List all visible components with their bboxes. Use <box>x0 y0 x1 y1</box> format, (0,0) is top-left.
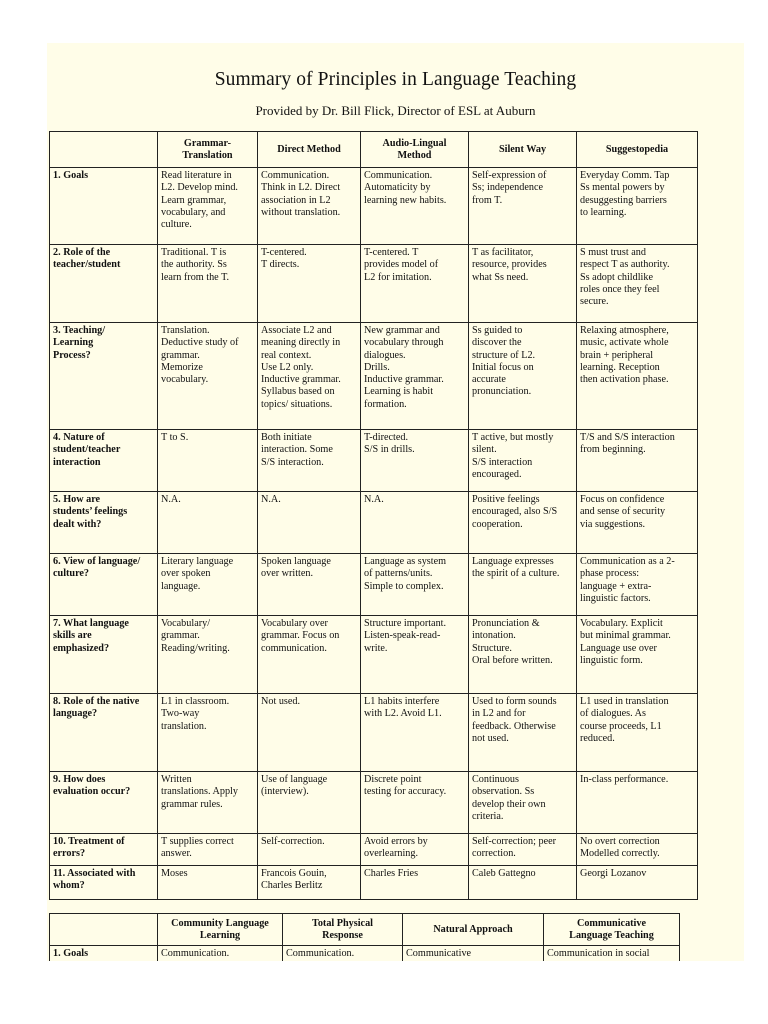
table-cell: Caleb Gattegno <box>469 866 577 900</box>
column-header: Direct Method <box>258 132 361 168</box>
table-row <box>50 554 698 616</box>
table-row <box>50 694 698 772</box>
table-row <box>50 772 698 834</box>
table-cell: T supplies correct answer. <box>158 834 258 866</box>
table-row <box>50 616 698 694</box>
table-cell: Communication. Think in L2. Direct association in L2 without translation. <box>258 168 361 245</box>
column-header: Natural Approach <box>403 914 544 946</box>
table-cell: Communication. Automaticity by learning new habits. <box>361 168 469 245</box>
table-row <box>50 946 680 962</box>
table-cell: Language as system of patterns/units. Simple to complex. <box>361 554 469 616</box>
table-cell: Translation. Deductive study of grammar. Memorize vocabulary. <box>158 323 258 430</box>
table-cell: L1 used in translation of dialogues. As course proceeds, L1 reduced. <box>577 694 698 772</box>
table-cell: Self-expression of Ss; independence from T. <box>469 168 577 245</box>
row-label: 5. How are students’ feelings dealt with? <box>50 492 158 554</box>
table-cell: Spoken language over written. <box>258 554 361 616</box>
table-cell: Pronunciation & intonation. Structure. Oral before written. <box>469 616 577 694</box>
table-cell: Ss guided to discover the structure of L2. Initial focus on accurate pronunciation. <box>469 323 577 430</box>
row-label: 7. What language skills are emphasized? <box>50 616 158 694</box>
table-header-row <box>50 132 698 168</box>
table-cell: Positive feelings encouraged, also S/S cooperation. <box>469 492 577 554</box>
table-cell: Used to form sounds in L2 and for feedback. Otherwise not used. <box>469 694 577 772</box>
table-cell: Communication as a 2- phase process: language + extra- linguistic factors. <box>577 554 698 616</box>
table-cell: Not used. <box>258 694 361 772</box>
table-cell: Georgi Lozanov <box>577 866 698 900</box>
table-row <box>50 168 698 245</box>
table-cell: N.A. <box>258 492 361 554</box>
column-header: Grammar- Translation <box>158 132 258 168</box>
table-cell: Literary language over spoken language. <box>158 554 258 616</box>
column-header: Community Language Learning <box>158 914 283 946</box>
table-cell: Self-correction; peer correction. <box>469 834 577 866</box>
table-cell: L1 habits interfere with L2. Avoid L1. <box>361 694 469 772</box>
row-label: 2. Role of the teacher/student <box>50 245 158 323</box>
table-cell: Avoid errors by overlearning. <box>361 834 469 866</box>
table-cell: Structure important. Listen-speak-read- write. <box>361 616 469 694</box>
table-cell: Relaxing atmosphere, music, activate whole brain + peripheral learning. Reception then activation phase. <box>577 323 698 430</box>
document-subtitle: Provided by Dr. Bill Flick, Director of ESL at Auburn <box>255 103 536 118</box>
table-cell: Communicative <box>403 946 544 962</box>
table-cell: S must trust and respect T as authority. Ss adopt childlike roles once they feel secure. <box>577 245 698 323</box>
table-cell: Focus on confidence and sense of security via suggestions. <box>577 492 698 554</box>
row-label: 9. How does evaluation occur? <box>50 772 158 834</box>
table-cell: T/S and S/S interaction from beginning. <box>577 430 698 492</box>
table-cell: Moses <box>158 866 258 900</box>
table-cell: No overt correction Modelled correctly. <box>577 834 698 866</box>
table-cell: Continuous observation. Ss develop their own criteria. <box>469 772 577 834</box>
table-row <box>50 492 698 554</box>
table-cell: Everyday Comm. Tap Ss mental powers by desuggesting barriers to learning. <box>577 168 698 245</box>
row-label: 1. Goals <box>50 168 158 245</box>
column-header: Total Physical Response <box>283 914 403 946</box>
row-label: 4. Nature of student/teacher interaction <box>50 430 158 492</box>
table-cell: Francois Gouin, Charles Berlitz <box>258 866 361 900</box>
row-label: 6. View of language/ culture? <box>50 554 158 616</box>
table-cell: Both initiate interaction. Some S/S interaction. <box>258 430 361 492</box>
document-title: Summary of Principles in Language Teaching <box>214 69 577 90</box>
table-cell: T to S. <box>158 430 258 492</box>
row-label: 3. Teaching/ Learning Process? <box>50 323 158 430</box>
table-cell: N.A. <box>361 492 469 554</box>
row-label: 8. Role of the native language? <box>50 694 158 772</box>
table-cell: Charles Fries <box>361 866 469 900</box>
table-cell: Communication in social <box>544 946 680 962</box>
column-header: Silent Way <box>469 132 577 168</box>
table-cell: Vocabulary/ grammar. Reading/writing. <box>158 616 258 694</box>
table-cell: N.A. <box>158 492 258 554</box>
table-header-row <box>50 914 680 946</box>
table-cell: New grammar and vocabulary through dialogues. Drills. Inductive grammar. Learning is habit formation. <box>361 323 469 430</box>
row-label: 11. Associated with whom? <box>50 866 158 900</box>
header-corner <box>50 132 158 168</box>
table-cell: Use of language (interview). <box>258 772 361 834</box>
table-row <box>50 834 698 866</box>
table-cell: Vocabulary. Explicit but minimal grammar. Language use over linguistic form. <box>577 616 698 694</box>
table-cell: Vocabulary over grammar. Focus on communication. <box>258 616 361 694</box>
table-cell: T-centered. T provides model of L2 for imitation. <box>361 245 469 323</box>
table-row <box>50 866 698 900</box>
table-cell: Communication. <box>283 946 403 962</box>
column-header: Suggestopedia <box>577 132 698 168</box>
table-cell: Discrete point testing for accuracy. <box>361 772 469 834</box>
table-cell: Associate L2 and meaning directly in real context. Use L2 only. Inductive grammar. Syllabus based on topics/ situations. <box>258 323 361 430</box>
table-cell: T active, but mostly silent. S/S interaction encouraged. <box>469 430 577 492</box>
methods-table-2 <box>49 913 680 961</box>
table-cell: In-class performance. <box>577 772 698 834</box>
table-cell: Communication. <box>158 946 283 962</box>
methods-table-1 <box>49 131 698 900</box>
header-corner <box>50 914 158 946</box>
table-cell: Written translations. Apply grammar rules. <box>158 772 258 834</box>
table-cell: Traditional. T is the authority. Ss learn from the T. <box>158 245 258 323</box>
row-label: 1. Goals <box>50 946 158 962</box>
table-row <box>50 323 698 430</box>
table-cell: T-centered. T directs. <box>258 245 361 323</box>
table-row <box>50 245 698 323</box>
table-row <box>50 430 698 492</box>
document-page <box>47 43 744 961</box>
table-cell: T-directed. S/S in drills. <box>361 430 469 492</box>
table-cell: Self-correction. <box>258 834 361 866</box>
row-label: 10. Treatment of errors? <box>50 834 158 866</box>
table-cell: Language expresses the spirit of a culture. <box>469 554 577 616</box>
column-header: Audio-Lingual Method <box>361 132 469 168</box>
column-header: Communicative Language Teaching <box>544 914 680 946</box>
table-cell: T as facilitator, resource, provides what Ss need. <box>469 245 577 323</box>
table-cell: Read literature in L2. Develop mind. Learn grammar, vocabulary, and culture. <box>158 168 258 245</box>
table-cell: L1 in classroom. Two-way translation. <box>158 694 258 772</box>
